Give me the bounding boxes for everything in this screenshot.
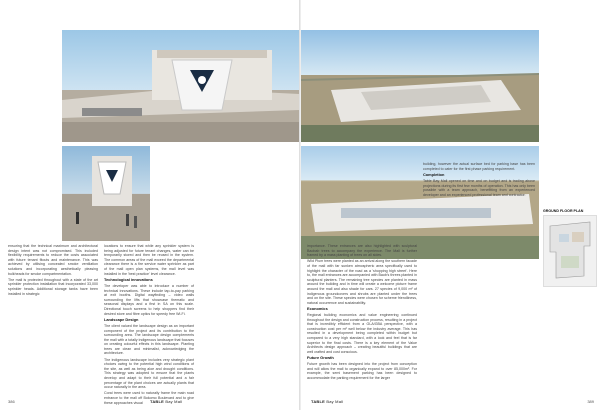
paragraph: The developer was able to introduce a number of technical innovations. These include tap-to-pay parking at exit booths. Digital wayfinding – video walls surrounding the lifts that showcase thematic and seasonal displays and a first in SA on this scale. Directional touch screens to help shoppers find their desired store and fibre optics for speedy free Wi-Fi. [104, 283, 194, 316]
magazine-issue: Bay Mall [165, 399, 183, 404]
floor-plan-image [543, 215, 597, 287]
page-number: 386 [8, 399, 15, 404]
paragraph: building, however the actual surface bed for parking base has been completed to cater for the first phase parking requirement. [423, 162, 535, 171]
magazine-name: TABLE [150, 399, 165, 404]
heading-technological-innovations: Technological innovations [104, 277, 153, 283]
heading-economics: Economics [307, 306, 328, 312]
heading-landscape-design: Landscape Design [104, 317, 139, 323]
magazine-mark [311, 399, 343, 404]
heading-completion: Completion [423, 172, 445, 178]
left-column-1 [8, 244, 98, 298]
paragraph: Regional building economics and value engineering continued throughout the design and construction process, resulting in a project that is incredibly efficient from a GLA/GBA perspective, with a construction cost per m² well below the industry average. This has resulted in a development being completed within budget but compared to a very high standard, with a look and feel that is far superior to the final costs. There is a key element of the Value Architects design approach – creating beautiful buildings that are well crafted and cost conscious. [307, 313, 417, 354]
paragraph: The mall is protected throughout with a state of the art sprinkler protection installation that incorporated 33,000 sprinkler heads. Additional storage tanks have been installed in strategic [8, 277, 98, 296]
magazine-issue: Bay Mall [326, 399, 344, 404]
paragraph: importance. These entrances are also highlighted with sculptural Baobab trees to accompany the experience. The Mall is further framed by a mass planting of trees on all sides. [307, 244, 417, 258]
paragraph: The client valued the landscape design as an important component of the project and its contribution to the surrounding area. The landscape design complements the mall with a totally indigenous landscape that focuses on creating colourful effects in this landscape. Planting trees are clean and minimalist, acknowledging the architecture. [104, 323, 194, 356]
mall-exterior-people-photo [62, 146, 150, 241]
paragraph: ensuring that the technical maximum and architectural design intent was not compromised. This included flexibility requirements to reduce the costs associated with future tenant fitouts and maintenance. This was achieved by utilising concealed smoke ventilation solutions and incorporating aesthetically pleasing bulkheads for smoke compartmentation. [8, 244, 98, 276]
magazine-name: TABLE [311, 399, 326, 404]
heading-future-growth: Future Growth [307, 355, 334, 361]
right-page [301, 0, 600, 410]
left-column-2 [104, 244, 194, 407]
paragraph: Coral trees were used to naturally frame the main road entrance to the mall off Bokomo Boulevard and to give these approaches visual [104, 391, 194, 405]
left-page [0, 0, 299, 410]
right-column-2 [423, 162, 535, 199]
mall-entrance-sign-photo [62, 30, 299, 142]
right-column-1 [307, 244, 417, 382]
page-number: 389 [587, 399, 594, 404]
paragraph: The indigenous landscape includes very strategic plant choices owing to the potential high wind conditions of the site, as well as being aloe and drought conditions. This strategy was adopted to ensure that the plants develop and adapt to their full potential and a fair percentage of the plant choices are actually plants that occur naturally in the area. [104, 357, 194, 390]
paragraph: locations to ensure that while any sprinkler system is being adjusted for future tenant changes, water can be temporarily stored and then be reused in the system. The common areas of the mall exceed the departmental clearance there is a fire service water sprinkler as part of the mall open plan systems, the mall level was installed in the 'best practice' level clearance. [104, 244, 194, 276]
paragraph: Wild Plum trees were planted as an arrival along the southern facade of the mall with far sunken atmospheric area specifically used to highlight the character of the road as a 'shopping high street'. Here to, the mall entrances are accompanied with Baob's threes planted in sculptural planters. The remaining tree species are planted in mass around the building and in time will create a welcome picture frame around the mall and also shade for cars. 27 species of 9,000 m² of indigenous groundcovers and shrubs are planted under the trees and on the site. These species were chosen for scheme friendliness, natural occurrence and sustainability. [307, 259, 417, 305]
aerial-mall-photo [301, 30, 539, 142]
paragraph: Future growth has been designed into the project from conception and will allow the mall to organically expand to over 85,000m². For example, the semi basement parking has been designed to accommodate the parking requirement for the larger [307, 362, 417, 381]
floor-plan-label: GROUND FLOOR PLAN [543, 209, 584, 213]
magazine-mark [150, 399, 182, 404]
paragraph: Table Bay Mall opened on time and on budget and is trading above projections during its first few months of operation. This has only been possible with a team approach, benefitting from an experienced developer and an experienced professional team and contractor. [423, 178, 535, 197]
